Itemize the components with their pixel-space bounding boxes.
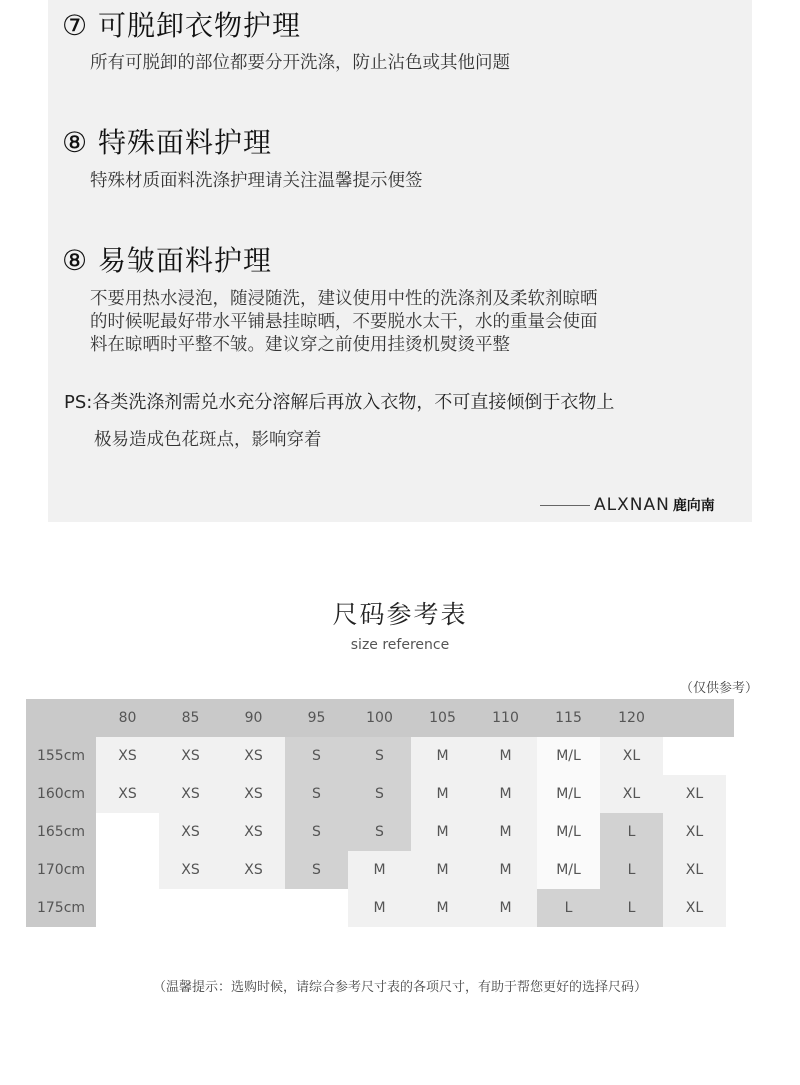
size-cell: M bbox=[474, 737, 537, 775]
size-chart-subtitle: size reference bbox=[350, 637, 450, 653]
section-body-line: 的时候呢最好带水平铺悬挂晾晒，不要脱水太干，水的重量会使面 bbox=[90, 312, 598, 332]
ps-note: PS:各类洗涤剂需兑水充分溶解后再放入衣物，不可直接倾倒于衣物上 bbox=[64, 392, 615, 413]
size-cell: S bbox=[285, 813, 348, 851]
size-cell: M/L bbox=[537, 737, 600, 775]
size-cell: M/L bbox=[537, 851, 600, 889]
reference-only-note: （仅供参考） bbox=[680, 681, 759, 696]
height-header-cell: 165cm bbox=[26, 813, 96, 851]
brand-name-cn: 鹿向南 bbox=[672, 498, 715, 514]
size-cell: XL bbox=[663, 889, 726, 927]
height-header-cell: 170cm bbox=[26, 851, 96, 889]
section-body-line: 料在晾晒时平整不皱。建议穿之前使用挂烫机熨烫平整 bbox=[90, 335, 510, 355]
section-body-detachable bbox=[90, 52, 510, 75]
size-cell: S bbox=[285, 851, 348, 889]
weight-header-cell: 80 bbox=[118, 710, 137, 726]
size-cell: M bbox=[411, 889, 474, 927]
size-cell: XS bbox=[159, 737, 222, 775]
size-cell: L bbox=[600, 813, 663, 851]
size-cell: M bbox=[348, 851, 411, 889]
section-body-wrinkle-fabric bbox=[90, 288, 598, 357]
weight-header-cell: 95 bbox=[307, 710, 326, 726]
weight-header-cell: 110 bbox=[492, 710, 519, 726]
section-body-special-fabric bbox=[90, 170, 423, 193]
section-title-wrinkle-fabric: ⑧ 易皱面料护理 bbox=[62, 244, 273, 277]
size-cell: XL bbox=[663, 813, 726, 851]
size-cell: M bbox=[474, 889, 537, 927]
size-cell: XS bbox=[159, 775, 222, 813]
size-cell: XS bbox=[159, 851, 222, 889]
size-cell: L bbox=[600, 889, 663, 927]
size-cell: S bbox=[285, 737, 348, 775]
section-title-special-fabric: ⑧ 特殊面料护理 bbox=[62, 126, 273, 159]
brand-name-en: ALXNAN bbox=[594, 495, 670, 515]
section-title-detachable: ⑦ 可脱卸衣物护理 bbox=[62, 9, 302, 42]
size-cell: M bbox=[411, 851, 474, 889]
size-chart-title: 尺码参考表 bbox=[332, 600, 468, 629]
size-cell: XS bbox=[96, 775, 159, 813]
size-cell: M/L bbox=[537, 813, 600, 851]
height-header-cell: 175cm bbox=[26, 889, 96, 927]
weight-header-cell: 85 bbox=[181, 710, 200, 726]
brand-signature bbox=[540, 495, 715, 515]
size-cell: M bbox=[474, 775, 537, 813]
size-cell: M bbox=[474, 813, 537, 851]
size-cell: S bbox=[348, 813, 411, 851]
size-cell: XS bbox=[159, 813, 222, 851]
height-header-cell: 155cm bbox=[26, 737, 96, 775]
size-cell: S bbox=[348, 737, 411, 775]
signature-dash bbox=[540, 505, 590, 506]
size-cell: XL bbox=[663, 775, 726, 813]
size-cell: XS bbox=[222, 851, 285, 889]
size-cell: M bbox=[348, 889, 411, 927]
section-body-line: 所有可脱卸的部位都要分开洗涤，防止沾色或其他问题 bbox=[90, 53, 510, 73]
footer-tip: （温馨提示：选购时候，请综合参考尺寸表的各项尺寸，有助于帮您更好的选择尺码） bbox=[152, 980, 647, 995]
weight-header-cell: 105 bbox=[429, 710, 456, 726]
ps-note-continued: 极易造成色花斑点，影响穿着 bbox=[94, 430, 322, 450]
size-cell: M bbox=[411, 813, 474, 851]
size-cell: S bbox=[348, 775, 411, 813]
size-cell: L bbox=[537, 889, 600, 927]
weight-header-cell: 90 bbox=[244, 710, 263, 726]
size-cell: XS bbox=[222, 775, 285, 813]
weight-header-cell: 120 bbox=[618, 710, 645, 726]
size-cell: M bbox=[474, 851, 537, 889]
weight-header-cell: 115 bbox=[555, 710, 582, 726]
size-cell: XS bbox=[222, 813, 285, 851]
size-cell: XL bbox=[600, 737, 663, 775]
size-cell: XS bbox=[222, 737, 285, 775]
size-cell: XS bbox=[96, 737, 159, 775]
section-body-line: 特殊材质面料洗涤护理请关注温馨提示便签 bbox=[90, 171, 423, 191]
size-cell: L bbox=[600, 851, 663, 889]
weight-header-cell: 100 bbox=[366, 710, 393, 726]
size-cell: M bbox=[411, 737, 474, 775]
size-cell: M/L bbox=[537, 775, 600, 813]
size-cell: S bbox=[285, 775, 348, 813]
size-cell: XL bbox=[663, 851, 726, 889]
section-body-line: 不要用热水浸泡，随浸随洗，建议使用中性的洗涤剂及柔软剂晾晒 bbox=[90, 289, 598, 309]
size-cell: M bbox=[411, 775, 474, 813]
height-header-cell: 160cm bbox=[26, 775, 96, 813]
size-cell: XL bbox=[600, 775, 663, 813]
